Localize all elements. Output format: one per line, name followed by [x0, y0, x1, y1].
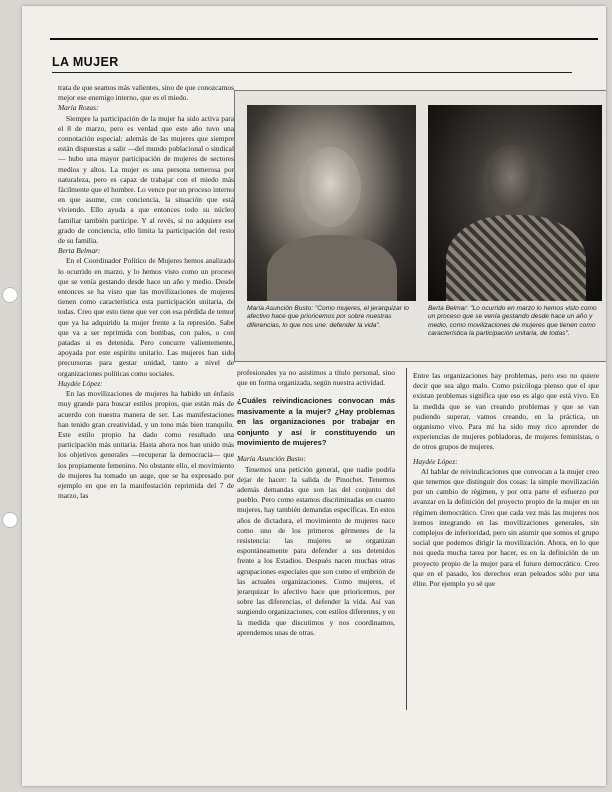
- article-column-3: [413, 371, 599, 711]
- speaker-name: Haydée López:: [413, 456, 458, 466]
- woman-portrait-photo: [428, 105, 602, 301]
- speaker-name: Haydée López:: [58, 378, 103, 388]
- title-rule: [52, 72, 572, 73]
- paragraph: Entre las organizaciones hay problemas, pero eso no quiere decir que sea algo malo. Como psicóloga pienso que el que existan problemas significa que eso es algo que está vivo. En la medida que se van creando problemas y que se van pudiendo superar, vamos creando, en la práctica, un organismo vivo. Para mí ha sido muy rico aprender de experiencias de mujeres pobladoras, de mujeres feministas, o de otros grupos de mujeres.: [413, 371, 599, 452]
- woman-portrait-photo: [247, 105, 416, 301]
- article-column-2: [237, 368, 395, 710]
- paragraph: Siempre la participación de la mujer ha sido activa para el 8 de marzo, pero es verdad que este año tuvo una connotación especial: además de las mujeres que siempre están dispuestas a salir —del mundo poblacional o sindical— hubo una mayor participación de mujeres de sectores medios y altos. La mujer es una persona temerosa por naturaleza, pero es capaz de trabajar con el miedo más fácilmente que el hombre. Lo vence por un proceso interno en que asume, con conciencia, la situación que está viviendo. Ello ayuda a que entonces todo su núcleo familiar también participe. Y al revés, si no adquiere ese grado de conciencia, ello limita la participación del resto de su familia.: [58, 113, 234, 246]
- newspaper-page: [22, 6, 606, 786]
- column-rule: [406, 368, 407, 710]
- paragraph: Al hablar de reivindicaciones que convocan a la mujer creo que tenemos que distinguir dos cosas: la simple movilización por un cambio de régimen, y por otra parte el esfuerzo por avanzar en la definición del proyecto propio de la mujer en un régimen democrático. Creo que cada vez más las mujeres nos iremos integrando en las movilizaciones generales, sin complejos de inferioridad, pero sin asumir que somos el grupo social que podemos dirigir la movilización. Ahora, en lo que nos queda mucha tarea por hacer, es en la definición de un proyecto propio de la mujer para el futuro democrático. Creo que en el pasado, los derechos eran peleados sólo por una élite. Por ejemplo yo sé que: [413, 466, 599, 589]
- paragraph: profesionales ya no asistimos a título personal, sino que en forma organizada, según nuestra actividad.: [237, 368, 395, 388]
- article-column-1: [58, 83, 234, 711]
- top-rule: [50, 38, 598, 40]
- face-shape: [483, 145, 539, 217]
- face-shape: [299, 147, 361, 227]
- binder-hole: [2, 287, 18, 303]
- section-title: LA MUJER: [52, 55, 119, 69]
- photo-block: [234, 90, 606, 362]
- paragraph: En el Coordinador Político de Mujeres hemos analizado lo ocurrido en marzo, y lo hemos visto como un proceso que se venía gestando desde hace un año y medio. Desde entonces se ha visto que las movilizaciones de mujeres tienen como característica esta participación unitaria, de todas. Creo que esto tiene que ver con esa pérdida de temor que ya ha adquirido la mujer frente a la represión. Sabe que va a ser reprimida con bombas, con palos, o con patadas si es detenida. Pero concurre valientemente, apoyada por este espíritu unitario. Las mujeres han sido precursoras para gestar unidad, tanto a nivel de organizaciones políticas como sociales.: [58, 256, 234, 378]
- speaker-name: María Asunción Busto:: [237, 454, 306, 464]
- question-heading: ¿Cuáles reivindicaciones convocan más masivamente a la mujer? ¿Hay problemas en las organizaciones por trabajar en conjunto y así ir constituyendo un movimiento de mujeres?: [237, 396, 395, 448]
- shoulders-shape: [446, 215, 586, 301]
- binder-hole: [2, 512, 18, 528]
- paragraph: trata de que seamos más valientes, sino de que conozcamos mejor ese enemigo interno, que es el miedo.: [58, 83, 234, 103]
- speaker-name: Berta Belmar:: [58, 246, 101, 256]
- paragraph: Tenemos una petición general, que nadie podría dejar de hacer: la salida de Pinochet. Tenemos además demandas que son las del conjunto del pueblo. Pero como estamos discriminadas en cuanto mujeres, hay también demandas específicas. En estos años de dictadura, el movimiento de mujeres nace como uno de los primeros gérmenes de la resistencia: las mujeres se organizan espontáneamente para defender a sus detenidos frente a los Estadios. Después nacen muchas otras agrupaciones especiales que son como el embrión de las actuales organizaciones. Como mujeres, el jerarquizar lo afectivo hace que prioricemos, por sobre las diferencias, el defender la vida. Así van surgiendo organizaciones, con estilos diferentes, y en la medida que discutimos y nos coordinamos, aprendemos unas de otras.: [237, 464, 395, 637]
- paragraph: En las movilizaciones de mujeres ha habido un énfasis muy grande para buscar estilos propios, que están más de acuerdo con nuestra manera de ser. Las manifestaciones han tenido gran creatividad, y un tono más bien tranquilo. Este estilo propio ha dado como resultado una participación más unitaria. Hasta ahora nos han unido más los objetivos generales —recuperar la democracia— que los propiamente femenino. No obstante ello, el movimiento de mujeres ha tomado un auge, que se ha expresado por ejemplo en que en la manifestación reprimida del 7 de marzo, las: [58, 389, 234, 501]
- speaker-name: María Rozas:: [58, 103, 99, 113]
- shoulders-shape: [267, 235, 397, 301]
- photo-caption: Berta Belmar: "Lo ocurrido en marzo lo hemos visto como un proceso que se venía gestando desde hace un año y medio, como movilizaciones de mujeres que tienen como característica la participación unitaria, de todas".: [428, 305, 597, 338]
- photo-caption: María Asunción Busto: "Como mujeres, el jerarquizar lo afectivo hace que prioricemos por sobre nuestras diferencias, lo que nos une: defender la vida".: [247, 305, 409, 329]
